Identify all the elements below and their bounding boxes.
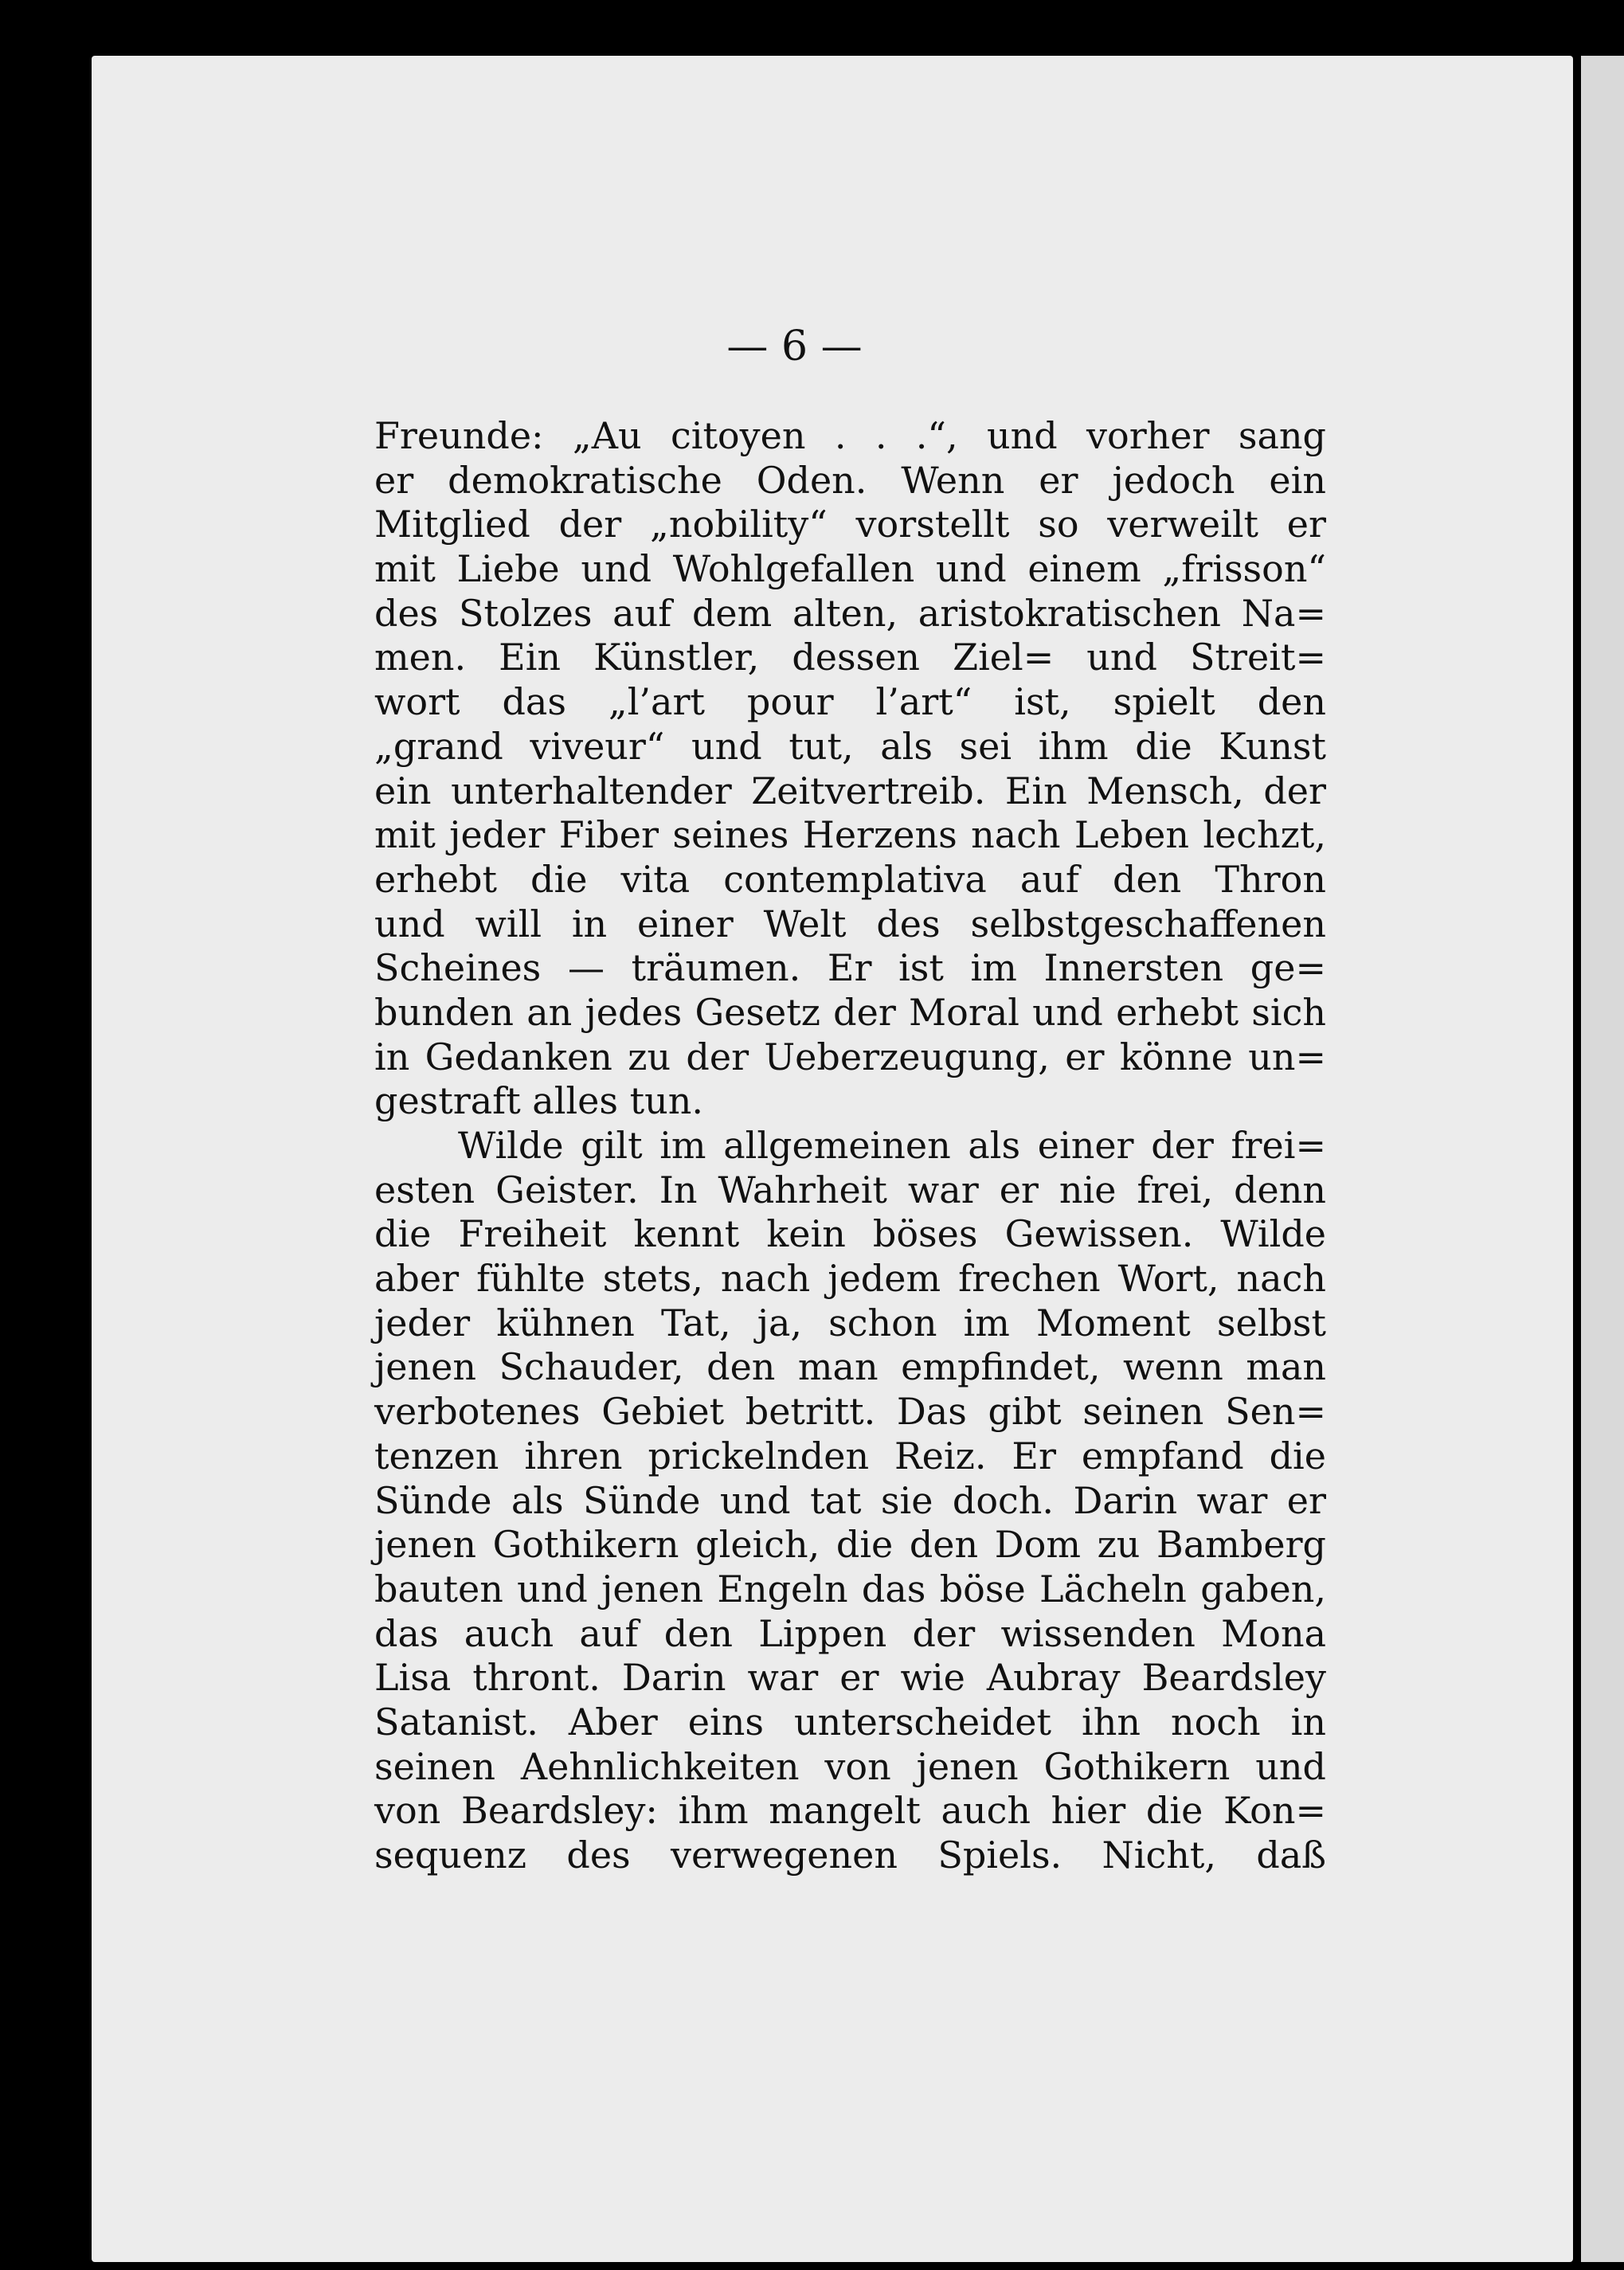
text-line: men. Ein Künstler, dessen Ziel= und Streit= [374,636,1326,679]
text-line: esten Geister. In Wahrheit war er nie frei, denn [374,1168,1326,1211]
text-line: von Beardsley: ihm mangelt auch hier die Kon= [374,1789,1326,1833]
next-page-edge [1581,56,1624,2262]
text-line: Wilde gilt im allgemeinen als einer der frei= [458,1124,1326,1167]
text-line: die Freiheit kennt kein böses Gewissen. Wilde [374,1212,1326,1256]
body-text [374,414,1326,1878]
text-line: in Gedanken zu der Ueberzeugung, er könne un= [374,1035,1326,1078]
text-line: jenen Schauder, den man empfindet, wenn man [374,1345,1326,1389]
text-line: bauten und jenen Engeln das böse Lächeln gaben, [374,1567,1326,1611]
text-line: ein unterhaltender Zeitvertreib. Ein Mensch, der [374,769,1326,812]
text-line: jeder kühnen Tat, ja, schon im Moment selbst [374,1301,1326,1344]
text-line: mit jeder Fiber seines Herzens nach Leben lechzt, [374,813,1326,857]
text-line: bunden an jedes Gesetz der Moral und erhebt sich [374,990,1326,1034]
text-line: er demokratische Oden. Wenn er jedoch ein [374,458,1326,502]
text-line: wort das „l’art pour l’art“ ist, spielt den [374,680,1326,724]
text-line: das auch auf den Lippen der wissenden Mona [374,1611,1326,1655]
text-line: Lisa thront. Darin war er wie Aubray Beardsley [374,1656,1326,1700]
text-line: des Stolzes auf dem alten, aristokratischen Na= [374,591,1326,635]
text-line: Mitglied der „nobility“ vorstellt so verweilt er [374,503,1326,546]
text-line: und will in einer Welt des selbstgeschaffenen [374,902,1326,945]
text-line: verbotenes Gebiet betritt. Das gibt seinen Sen= [374,1390,1326,1434]
text-line: tenzen ihren prickelnden Reiz. Er empfand die [374,1434,1326,1477]
text-line: aber fühlte stets, nach jedem frechen Wort, nach [374,1257,1326,1301]
text-line: Satanist. Aber eins unterscheidet ihn noch in [374,1700,1326,1744]
text-line: sequenz des verwegenen Spiels. Nicht, daß [374,1834,1326,1877]
text-line: Scheines — träumen. Er ist im Innersten ge= [374,946,1326,990]
text-line: gestraft alles tun. [374,1079,703,1123]
text-line: mit Liebe und Wohlgefallen und einem „frisson“ [374,547,1326,591]
page-number: — 6 — [726,323,863,370]
text-line: Sünde als Sünde und tat sie doch. Darin war er [374,1478,1326,1522]
text-line: jenen Gothikern gleich, die den Dom zu Bamberg [374,1523,1326,1567]
text-line: seinen Aehnlichkeiten von jenen Gothikern und [374,1744,1326,1788]
text-line: „grand viveur“ und tut, als sei ihm die Kunst [374,724,1326,768]
text-line: Freunde: „Au citoyen . . .“, und vorher sang [374,414,1326,457]
text-line: erhebt die vita contemplativa auf den Thron [374,857,1326,901]
